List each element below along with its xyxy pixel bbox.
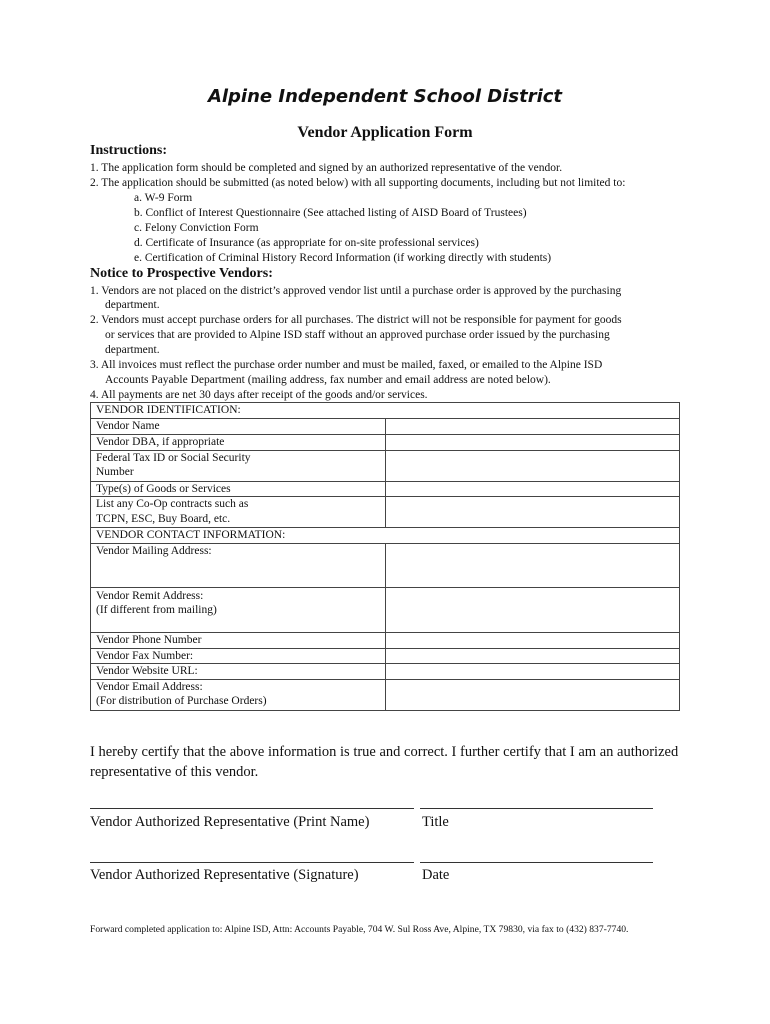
- email-label: [91, 679, 386, 710]
- email-label-line-1: Vendor Email Address:: [96, 680, 203, 693]
- document-item-insurance: d. Certificate of Insurance (as appropriate for on-site professional services): [134, 237, 479, 249]
- footer-forwarding-note: Forward completed application to: Alpine ISD, Attn: Accounts Payable, 704 W. Sul Ross Ave, Alpine, TX 79830, via fax to (432) 837-7740.: [90, 924, 629, 935]
- phone-label: Vendor Phone Number: [91, 632, 386, 648]
- document-item-conflict: b. Conflict of Interest Questionnaire (See attached listing of AISD Board of Trustees): [134, 207, 527, 219]
- tax-id-label-line-2: Number: [96, 466, 134, 478]
- notice-heading: Notice to Prospective Vendors:: [90, 266, 273, 281]
- vendor-identification-heading: VENDOR IDENTIFICATION:: [91, 403, 680, 419]
- date-label: Date: [422, 867, 450, 883]
- instruction-line-2: 2. The application should be submitted (as noted below) with all supporting documents, including but not limited to:: [90, 177, 626, 189]
- fax-field[interactable]: [385, 648, 680, 664]
- print-name-label: Vendor Authorized Representative (Print Name): [90, 814, 370, 830]
- instruction-line-1: 1. The application form should be completed and signed by an authorized representative of the vendor.: [90, 162, 563, 174]
- remit-address-label-line-2: (If different from mailing): [96, 604, 217, 616]
- document-item-w9: a. W-9 Form: [134, 192, 193, 204]
- mailing-address-label: Vendor Mailing Address:: [91, 543, 386, 587]
- remit-address-label-line-1: Vendor Remit Address:: [96, 589, 204, 602]
- website-field[interactable]: [385, 664, 680, 680]
- notice-line: 3. All invoices must reflect the purchase order number and must be mailed, faxed, or emailed to the Alpine ISD: [90, 359, 603, 371]
- notice-line: 1. Vendors are not placed on the district’s approved vendor list until a purchase order is approved by the purchasing: [90, 285, 622, 297]
- notice-line: Accounts Payable Department (mailing address, fax number and email address are noted below).: [105, 374, 551, 386]
- tax-id-label: [91, 450, 386, 481]
- phone-field[interactable]: [385, 632, 680, 648]
- email-label-line-2: (For distribution of Purchase Orders): [96, 695, 267, 707]
- signature-label: Vendor Authorized Representative (Signature): [90, 867, 359, 883]
- remit-address-label: [91, 587, 386, 632]
- date-line[interactable]: [420, 862, 653, 863]
- coop-contracts-label-line-1: List any Co-Op contracts such as: [96, 498, 249, 510]
- notice-line: 2. Vendors must accept purchase orders for all purchases. The district will not be responsible for payment for goods: [90, 314, 622, 326]
- mailing-address-field[interactable]: [385, 543, 680, 587]
- remit-address-field[interactable]: [385, 587, 680, 632]
- tax-id-field[interactable]: [385, 450, 680, 481]
- notice-line: department.: [105, 299, 160, 311]
- signature-line[interactable]: [90, 862, 414, 863]
- goods-services-field[interactable]: [385, 481, 680, 497]
- title-label: Title: [422, 814, 449, 830]
- instructions-heading: Instructions:: [90, 143, 168, 158]
- document-item-criminal-history: e. Certification of Criminal History Record Information (if working directly with students): [134, 252, 552, 264]
- title-line[interactable]: [420, 808, 653, 809]
- coop-contracts-label-line-2: TCPN, ESC, Buy Board, etc.: [96, 512, 231, 525]
- document-item-felony: c. Felony Conviction Form: [134, 222, 259, 234]
- goods-services-label: Type(s) of Goods or Services: [91, 481, 386, 497]
- certification-statement: I hereby certify that the above information is true and correct. I further certify that I am an authorized representative of this vendor.: [90, 744, 679, 780]
- vendor-dba-label: Vendor DBA, if appropriate: [91, 434, 386, 450]
- tax-id-label-line-1: Federal Tax ID or Social Security: [96, 451, 251, 464]
- vendor-name-field[interactable]: [385, 418, 680, 434]
- district-name: Alpine Independent School District: [207, 86, 563, 107]
- vendor-dba-field[interactable]: [385, 434, 680, 450]
- notice-line: or services that are provided to Alpine ISD staff without an approved purchase order issued by the purchasing: [105, 329, 610, 341]
- form-title: Vendor Application Form: [297, 124, 473, 141]
- vendor-info-table: [90, 402, 680, 711]
- fax-label: Vendor Fax Number:: [91, 648, 386, 664]
- email-field[interactable]: [385, 679, 680, 710]
- notice-line: department.: [105, 344, 160, 356]
- coop-contracts-field[interactable]: [385, 497, 680, 528]
- notice-line: 4. All payments are net 30 days after receipt of the goods and/or services.: [90, 389, 428, 401]
- coop-contracts-label: [91, 497, 386, 528]
- website-label: Vendor Website URL:: [91, 664, 386, 680]
- vendor-contact-heading: VENDOR CONTACT INFORMATION:: [91, 528, 680, 544]
- vendor-name-label: Vendor Name: [91, 418, 386, 434]
- print-name-line[interactable]: [90, 808, 414, 809]
